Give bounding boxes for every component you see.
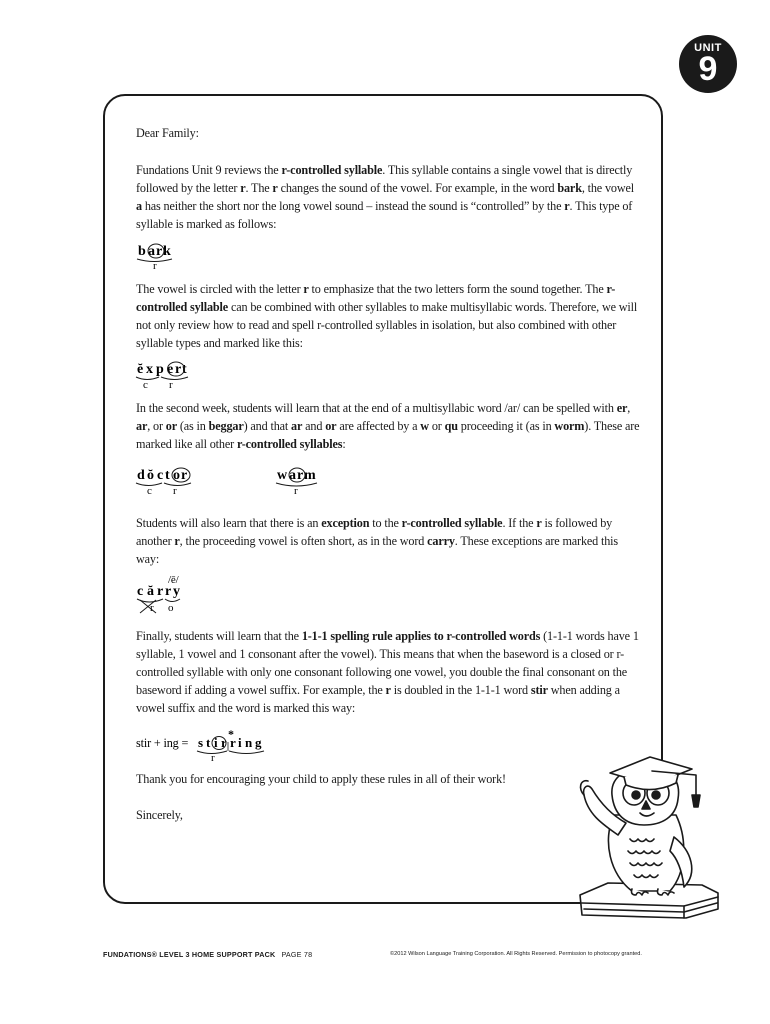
paragraph-exception: Students will also learn that there is an exception to the r-controlled syllable. If the r is followed by another r, the proceeding vowel is often short, as in the word carry. These exceptions are marked this way: <box>136 516 619 566</box>
example-expert <box>136 358 206 397</box>
ex-expert-mark-2: r <box>169 379 173 391</box>
greeting: Dear Family: <box>136 126 199 140</box>
ex-expert-mark-1: c <box>143 379 148 391</box>
syllable-arc-2 <box>229 751 264 754</box>
ex-doctor-mark-2: r <box>173 485 177 497</box>
ex-bark-letter-1: b <box>138 244 146 259</box>
ex-doctor-letter-1: d <box>137 468 145 483</box>
ex-carry-mark-1: r <box>150 602 154 614</box>
paragraph-circled: The vowel is circled with the letter r to emphasize that the two letters form the sound together. The r-controlled syllable can be combined with other syllables to make multisyllabic words. Therefore, we will not only review how to read and spell r-controlled syllables in isolation, but also combined with other syllable types and marked like this: <box>136 282 638 350</box>
ex-doctor-letter-4: t <box>165 468 170 483</box>
owl-mascot-illustration <box>574 755 724 925</box>
paragraph-second-week: In the second week, students will learn that at the end of a multisyllabic word /ar/ can be spelled with er, ar, or or (as in beggar) and that ar and or are affected by a w or qu proceeding it (as in worm). These are marked like all other r-controlled syllables: <box>136 401 640 451</box>
ex-carry-letter-5: y <box>173 584 180 599</box>
ex-bark-letter-4: k <box>163 244 171 259</box>
unit-number: 9 <box>698 50 718 88</box>
ex-doctor-letter-5: o <box>173 468 180 483</box>
ex-stirring-letter-5: r <box>230 735 236 750</box>
ex-carry-mark-2: o <box>168 602 174 614</box>
ex-doctor-letter-3: c <box>157 468 164 483</box>
ex-bark-mark: r <box>153 260 157 272</box>
ex-stirring-mark: r <box>211 752 215 764</box>
ex-bark-letter-3: r <box>156 244 163 259</box>
footer-page-number: PAGE 78 <box>281 950 313 959</box>
example-bark <box>136 240 196 277</box>
ex-expert-letter-6: t <box>182 362 187 377</box>
ex-carry-letter-1: c <box>137 584 144 599</box>
footer-program-name: FUNDATIONS® LEVEL 3 HOME SUPPORT PACK <box>103 950 276 959</box>
footer-copyright: ©2012 Wilson Language Training Corporation. All Rights Reserved. Permission to photocopy granted. <box>390 951 642 957</box>
ex-stirring-letter-8: g <box>255 735 262 750</box>
example-doctor <box>136 464 206 503</box>
ex-doctor-letter-2: ŏ <box>147 468 154 483</box>
ex-warm-letter-4: m <box>304 468 316 483</box>
example-warm <box>276 464 336 503</box>
example-carry <box>136 571 206 621</box>
ex-carry-letter-3: r <box>157 584 164 599</box>
unit-label: UNIT <box>694 42 722 54</box>
ex-warm-letter-1: w <box>277 468 287 483</box>
ex-doctor-mark-1: c <box>147 485 152 497</box>
ex-stirring-letter-3: i <box>214 735 218 750</box>
ex-warm-mark: r <box>294 485 298 497</box>
ex-stirring-letter-6: i <box>238 735 242 750</box>
ex-stirring-letter-1: s <box>198 735 203 750</box>
ex-stirring-letter-4: r <box>221 735 227 750</box>
ex-expert-letter-1: ĕ <box>137 362 144 377</box>
ex-carry-sound: /ē/ <box>168 574 179 586</box>
paragraph-thanks: Thank you for encouraging your child to apply these rules in all of their work! <box>136 772 506 786</box>
syllable-arc-2 <box>164 483 191 486</box>
ex-bark-letter-2: a <box>148 244 155 259</box>
ex-stirring-equation: stir + ing = <box>136 736 189 750</box>
ex-expert-letter-4: e <box>167 362 174 377</box>
paragraph-intro: Fundations Unit 9 reviews the r-controlled syllable. This syllable contains a single vowel that is directly followed by the letter r. The r changes the sound of the vowel. For example, in the word bark, the vowel a has neither the short nor the long vowel sound – instead the sound is “controlled” by the r. This type of syllable is marked as follows: <box>136 163 634 231</box>
ex-expert-letter-2: x <box>146 362 153 377</box>
example-stirring <box>136 727 296 769</box>
ex-doctor-letter-6: r <box>181 468 188 483</box>
footer-program <box>103 950 312 959</box>
ex-carry-letter-4: r <box>165 584 172 599</box>
unit-badge <box>679 35 737 93</box>
paragraph-111-rule: Finally, students will learn that the 1-1-1 spelling rule applies to r-controlled words (1-1-1 words have 1 syllable, 1 vowel and 1 consonant after the vowel). This means that when the baseword is a closed or r-controlled syllable with only one consonant following one vowel, you double the final consonant on the baseword if adding a vowel suffix. For example, the r is doubled in the 1-1-1 word stir when adding a vowel suffix and the word is marked this way: <box>136 629 639 715</box>
ex-carry-letter-2: ă <box>147 584 154 599</box>
ex-stirring-star: * <box>228 727 234 741</box>
ex-warm-letter-2: a <box>289 468 296 483</box>
ex-expert-letter-3: p <box>156 362 164 377</box>
ex-expert-letter-5: r <box>175 362 182 377</box>
ex-stirring-letter-7: n <box>245 735 253 750</box>
syllable-arc-2 <box>161 377 188 380</box>
ex-warm-letter-3: r <box>297 468 304 483</box>
closing: Sincerely, <box>136 808 183 822</box>
ex-stirring-letter-2: t <box>206 735 211 750</box>
